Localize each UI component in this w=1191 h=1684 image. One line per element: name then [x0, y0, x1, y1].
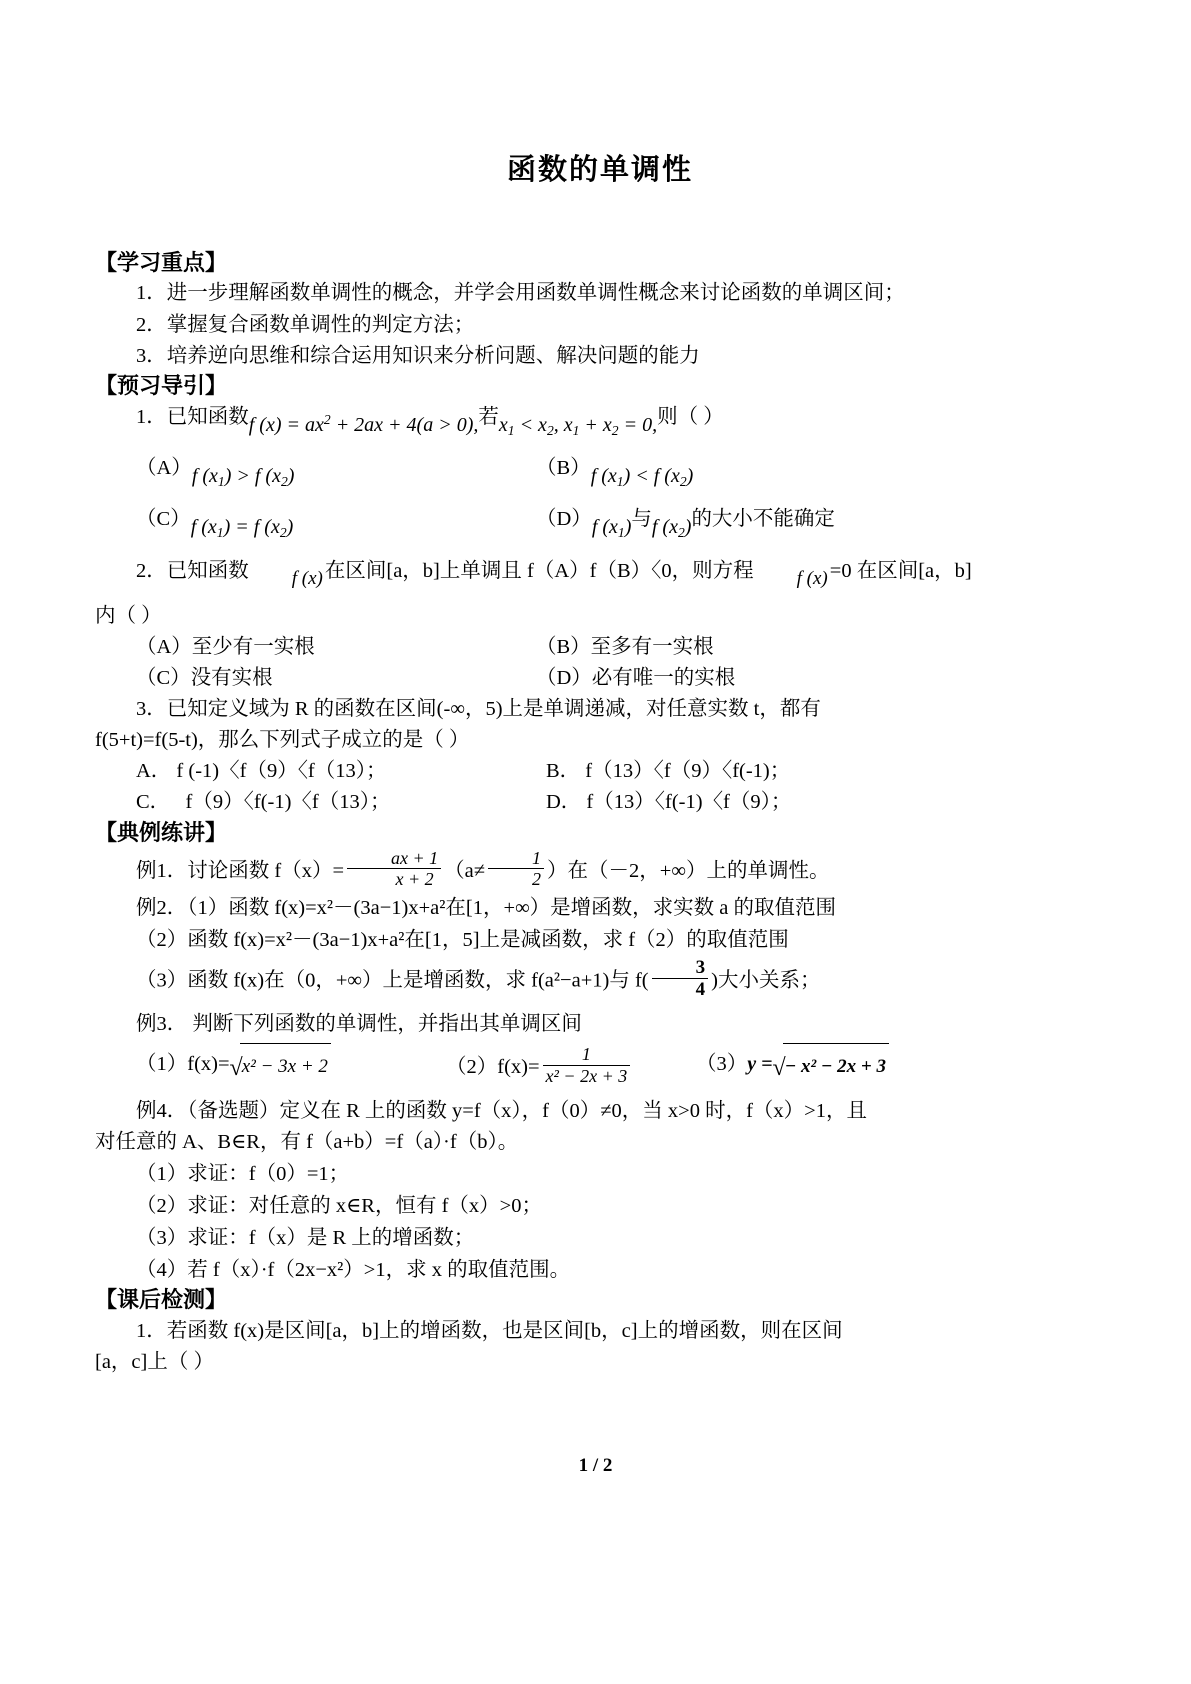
page-footer: 1 / 2	[578, 1455, 613, 1476]
q2-part2: 在区间[a，b]上单调且 f（A）f（B）〈0，则方程	[324, 559, 754, 582]
q2-part1: 2．已知函数	[136, 559, 249, 582]
example-3-items	[95, 1041, 1105, 1096]
q1-ze: 则	[657, 405, 678, 428]
q2-option-b: （B）至多有一实根	[536, 635, 714, 658]
q1-option-d-yu: 与	[631, 508, 652, 531]
posttest-question-1-line-1: 1．若函数 f(x)是区间[a，b]上的增函数，也是区间[b，c]上的增函数，则在区间	[136, 1319, 843, 1342]
example-2-line-1: 例2．（1）函数 f(x)=x²－(3a−1)x+a²在[1，+∞）是增函数，求实数 a 的取值范围	[136, 897, 837, 920]
example-2-line-3-tail: )大小关系；	[711, 969, 821, 992]
preview-question-3-line-2: f(5+t)=f(5-t)，那么下列式子成立的是（ ）	[95, 729, 470, 752]
example-1-fraction-2: $\frac{1}{2}$	[488, 848, 544, 889]
q3-option-d: D． f（13）〈f(-1)〈f（9）；	[546, 791, 792, 814]
q1-option-d-tail: 的大小不能确定	[691, 508, 835, 531]
q3-option-row-cd	[95, 787, 1105, 818]
example-3-item-2-tag: （2）f(x)=	[446, 1056, 540, 1079]
q1-option-b	[536, 453, 694, 489]
example-2-line-2: （2）函数 f(x)=x²－(3a−1)x+a²在[1，5]上是减函数，求 f（2）的取值范围	[136, 929, 789, 952]
example-4-item-3: （3）求证：f（x）是 R 上的增函数；	[136, 1226, 475, 1249]
example-2-line-3	[95, 957, 1105, 1003]
example-4-line-2: 对任意的 A、B∈R，有 f（a+b）=f（a）·f（b）。	[95, 1131, 519, 1154]
section-heading-examples: 【典例练讲】	[95, 819, 228, 846]
q2-option-c: （C）没有实根	[136, 666, 273, 689]
q1-ruo: 若	[478, 405, 499, 428]
q1-option-b-math: f $(x_1) < f$ $(x_2)$	[590, 464, 694, 489]
preview-question-3-line-1: 3．已知定义域为 R 的函数在区间(-∞，5)上是单调递减，对任意实数 t，都有	[136, 698, 821, 721]
example-2-fraction: $\frac{3}{4}$	[652, 957, 709, 1001]
document-content	[95, 0, 1105, 1378]
example-1-tail: ）在（－2，+∞）上的单调性。	[547, 860, 830, 883]
key-point-item-2: 2．掌握复合函数单调性的判定方法；	[136, 313, 475, 336]
example-3-item-3	[696, 1041, 889, 1096]
q1-option-c-tag: （C）	[136, 508, 191, 531]
q1-option-d-math-2: f $(x_2)$	[651, 516, 692, 541]
example-1-lead: 例1．讨论函数 f（x）=	[136, 860, 345, 883]
preview-question-2	[95, 556, 1105, 587]
section-heading-key-points: 【学习重点】	[95, 249, 228, 276]
q1-option-c	[136, 504, 536, 541]
q1-lead: 1．已知函数	[136, 405, 249, 428]
section-heading-preview: 【预习导引】	[95, 372, 228, 399]
q2-option-row-cd	[95, 663, 1105, 694]
example-4-line-1: 例4．（备选题）定义在 R 上的函数 y=f（x），f（0）≠0，当 x>0 时，f（x）>1，且	[136, 1099, 867, 1122]
q1-blank: （ ）	[677, 405, 724, 428]
example-3-item-3-tag: （3）	[696, 1052, 748, 1075]
example-4-item-2: （2）求证：对任意的 x∈R，恒有 f（x）>0；	[136, 1194, 542, 1217]
q1-option-d	[536, 504, 835, 541]
q1-option-a-math: f $(x_1) > f$ $(x_2)$	[191, 464, 295, 489]
page-title: 函数的单调性	[506, 152, 693, 186]
q3-option-b: B． f（13）〈f（9）〈f(-1)；	[546, 760, 791, 783]
q3-option-c: C． f（9）〈f(-1)〈f（13）；	[136, 791, 391, 814]
example-4-item-4: （4）若 f（x）·f（2x−x²）>1，求 x 的取值范围。	[136, 1258, 571, 1281]
example-3-item-1-radical: √x² − 3x + 2	[230, 1041, 331, 1096]
posttest-question-1-line-2: [a，c]上（ ）	[95, 1351, 214, 1374]
q2-option-d: （D）必有唯一的实根	[536, 666, 736, 689]
example-2-line-3-lead: （3）函数 f(x)在（0，+∞）上是增函数，求 f(a²−a+1)与 f(	[136, 969, 649, 992]
q2-option-row-ab	[95, 632, 1105, 663]
q1-option-d-tag: （D）	[536, 508, 592, 531]
q1-formula: f $(x) = ax^2 + 2ax + 4(a > 0)$,	[248, 411, 479, 436]
q3-option-row-ab	[95, 756, 1105, 787]
q3-option-a: A． f (-1)〈f（9）〈f（13）；	[136, 760, 387, 783]
example-3-item-3-lead: y =	[747, 1052, 773, 1075]
key-point-item-1: 1．进一步理解函数单调性的概念，并学会用函数单调性概念来讨论函数的单调区间；	[136, 282, 905, 305]
q2-option-a: （A）至少有一实根	[136, 635, 315, 658]
section-heading-posttest: 【课后检测】	[95, 1287, 228, 1314]
q2-part4: 内（ ）	[95, 604, 162, 627]
q2-fx-1: f (x)	[291, 567, 323, 589]
q1-condition: $x_1 < x_2$, $x_1 + x_2 = 0$,	[498, 413, 658, 438]
q1-option-row-ab	[95, 453, 1105, 489]
q2-fx-2: f (x)	[796, 567, 828, 589]
example-1-fraction-1: $\frac{ax + 1}{x + 2}$	[347, 848, 441, 889]
preview-question-1	[95, 402, 1105, 438]
example-1	[95, 848, 1105, 893]
key-point-item-3: 3．培养逆向思维和综合运用知识来分析问题、解决问题的能力	[136, 344, 700, 367]
example-3-item-2	[446, 1044, 696, 1091]
example-1-mid: （a≠	[444, 860, 486, 883]
q1-option-a	[136, 453, 536, 489]
q1-option-c-math: f $(x_1) = f$ $(x_2)$	[190, 516, 294, 541]
example-3-item-3-radical: √− x² − 2x + 3	[773, 1041, 889, 1096]
q1-option-b-tag: （B）	[536, 456, 591, 479]
example-3-lead: 例3． 判断下列函数的单调性，并指出其单调区间	[136, 1012, 582, 1035]
q1-option-a-tag: （A）	[136, 456, 192, 479]
q1-option-row-cd	[95, 504, 1105, 541]
example-3-item-2-fraction: $\frac{1}{\text{x² − 2x + 3}}$	[543, 1044, 631, 1085]
example-3-item-1	[136, 1041, 446, 1096]
example-3-item-1-tag: （1）f(x)=	[136, 1052, 230, 1075]
q2-part3: =0 在区间[a，b]	[829, 559, 972, 582]
example-4-item-1: （1）求证：f（0）=1；	[136, 1163, 350, 1186]
q1-option-d-math-1: f $(x_1)$	[591, 516, 632, 541]
